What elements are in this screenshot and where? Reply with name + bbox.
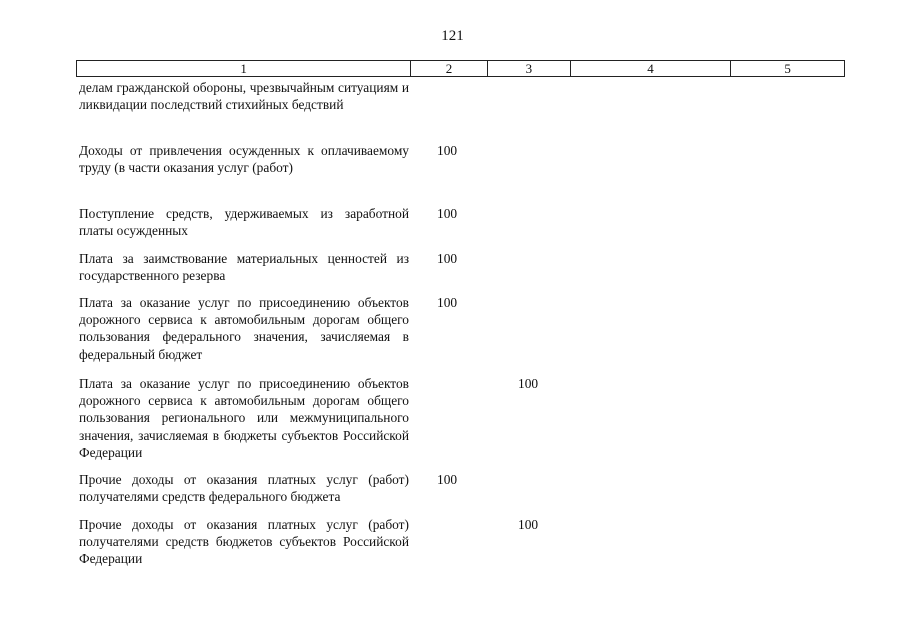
row-value-col3: 100 [518, 376, 539, 391]
row-description: Плата за оказание услуг по присоединению объектов дорожного сервиса к автомобильным дорогам общего пользования регионального или межмуниципального значения, зачисляемая в бюджеты субъектов Российской Федерации [79, 376, 409, 460]
column-header-4: 4 [571, 61, 732, 76]
column-header-2: 2 [411, 61, 488, 76]
row-value-col2: 100 [437, 251, 458, 266]
column-header-3: 3 [488, 61, 571, 76]
row-value-col2: 100 [437, 472, 458, 487]
row-description: Плата за заимствование материальных ценностей из государственного резерва [79, 251, 409, 284]
row-value-col3: 100 [518, 517, 539, 532]
row-description: Прочие доходы от оказания платных услуг (работ) получателями средств бюджетов субъектов Российской Федерации [79, 517, 409, 567]
row-description: делам гражданской обороны, чрезвычайным ситуациям и ликвидации последствий стихийных бедствий [79, 80, 409, 113]
row-value-col2: 100 [437, 295, 458, 310]
row-value-col2: 100 [437, 206, 458, 221]
row-description: Доходы от привлечения осужденных к оплачиваемому труду (в части оказания услуг (работ) [79, 143, 409, 176]
row-description: Плата за оказание услуг по присоединению объектов дорожного сервиса к автомобильным дорогам общего пользования федерального значения, зачисляемая в федеральный бюджет [79, 295, 409, 362]
page-number: 121 [441, 28, 464, 44]
column-header-5: 5 [784, 61, 791, 76]
row-value-col2: 100 [437, 143, 458, 158]
table-header [76, 60, 845, 77]
column-header-1: 1 [77, 61, 411, 76]
row-description: Поступление средств, удерживаемых из заработной платы осужденных [79, 206, 409, 239]
row-description: Прочие доходы от оказания платных услуг (работ) получателями средств федерального бюджета [79, 472, 409, 505]
